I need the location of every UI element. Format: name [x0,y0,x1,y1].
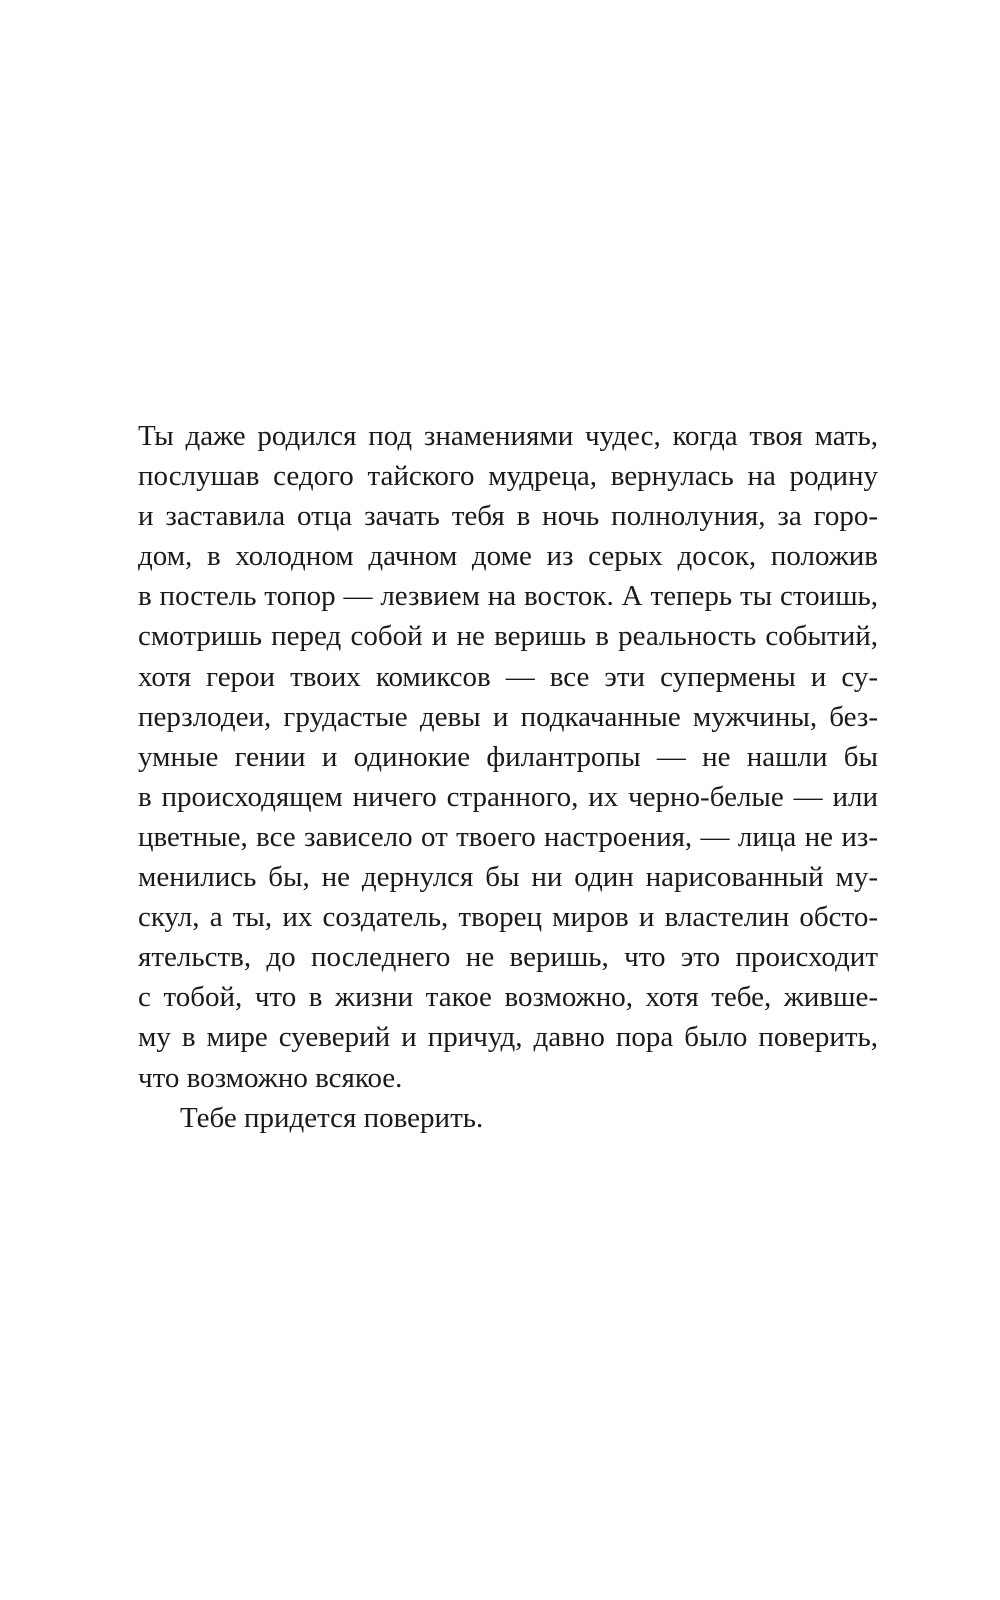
text-line: скул, а ты, их создатель, творец миров и властелин обсто- [138,901,878,934]
text-line: хотя герои твоих комиксов — все эти супермены и су- [138,660,878,693]
text-line: в постель топор — лезвием на восток. А теперь ты стоишь, [138,580,878,613]
text-line: и заставила отца зачать тебя в ночь полнолуния, за горо- [138,500,878,533]
text-line: смотришь перед собой и не веришь в реальность событий, [138,620,878,653]
text-line: менились бы, не дернулся бы ни один нарисованный му- [138,861,878,894]
text-line: дом, в холодном дачном доме из серых досок, положив [138,540,878,573]
text-line: Ты даже родился под знамениями чудес, когда твоя мать, [138,420,878,452]
text-line: му в мире суеверий и причуд, давно пора было поверить, [138,1021,878,1054]
paragraph [138,1098,878,1138]
text-line: Тебе придется поверить. [180,1101,484,1134]
text-line: что возможно всякое. [138,1061,403,1094]
body-text [138,416,878,1138]
text-line: умные гении и одинокие филантропы — не нашли бы [138,740,878,773]
text-line: перзлодеи, грудастые девы и подкачанные мужчины, без- [138,700,878,733]
paragraph [138,416,878,1098]
text-line: в происходящем ничего странного, их черно-белые — или [138,780,878,813]
text-line: ятельств, до последнего не веришь, что это происходит [138,941,878,974]
text-line: послушав седого тайского мудреца, вернулась на родину [138,460,878,493]
text-line: цветные, все зависело от твоего настроения, — лица не из- [138,820,878,853]
text-line: с тобой, что в жизни такое возможно, хотя тебе, живше- [138,981,878,1014]
